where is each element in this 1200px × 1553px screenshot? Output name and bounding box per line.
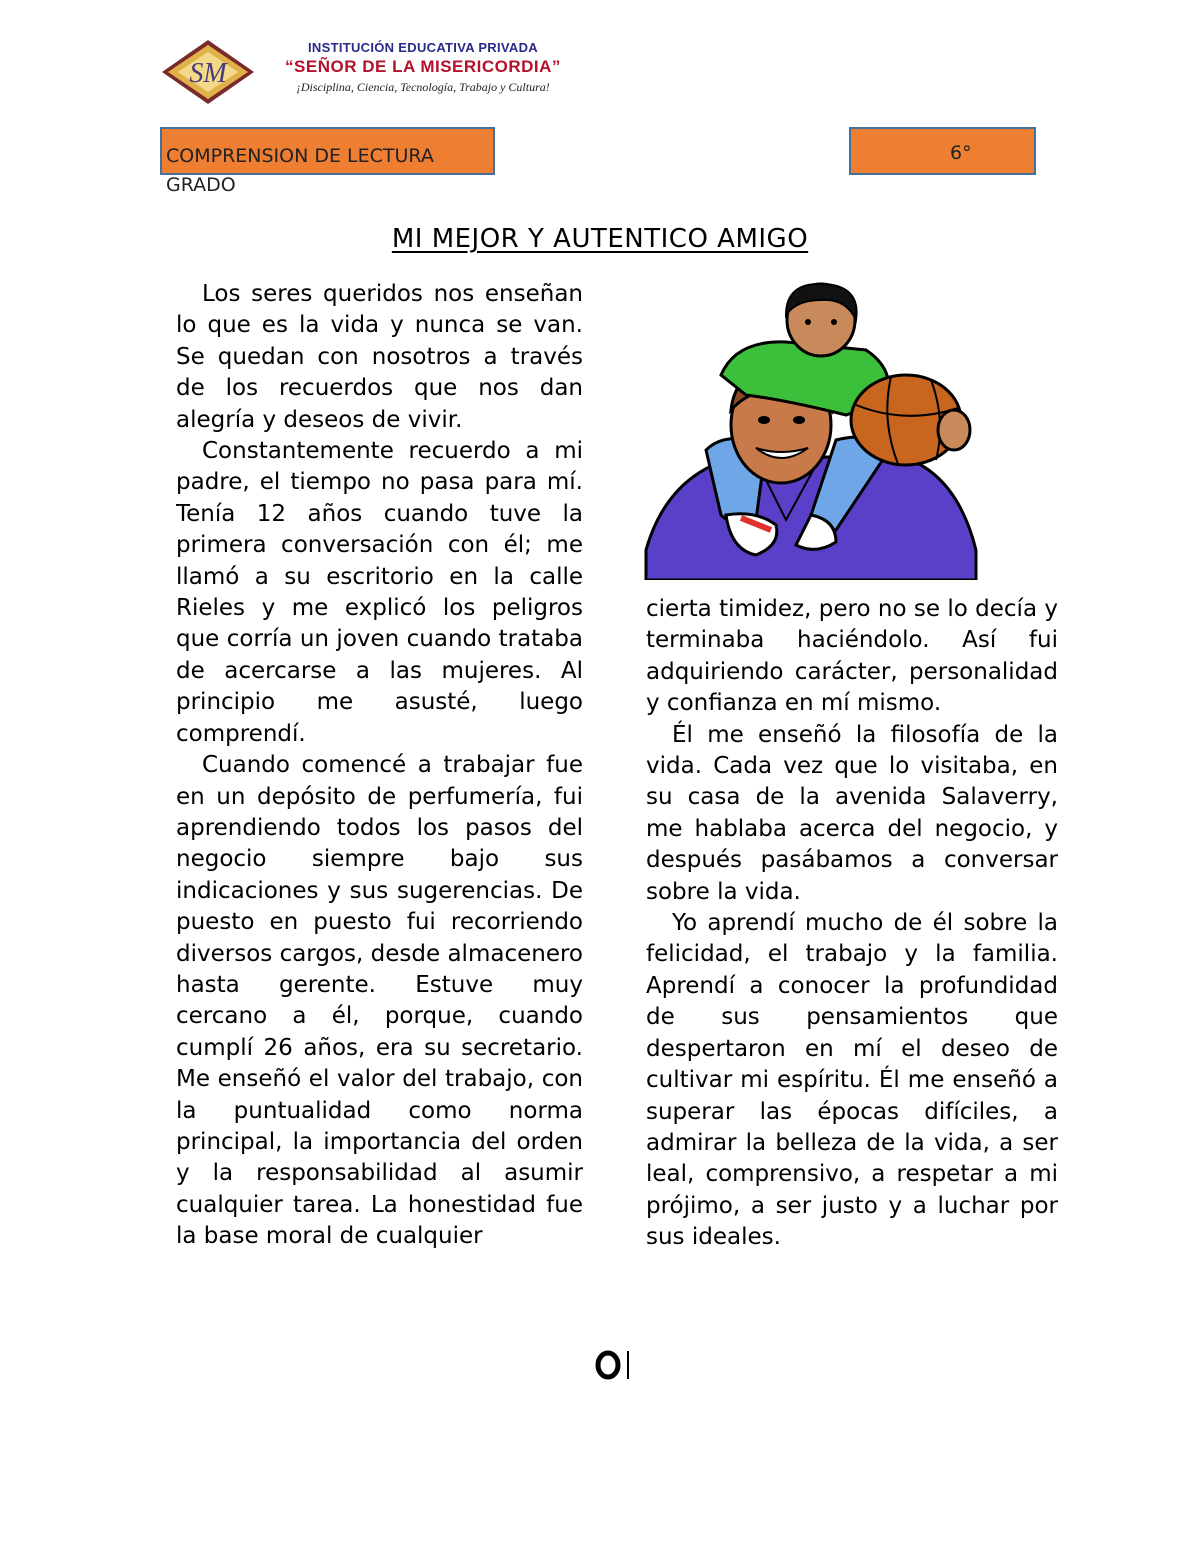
institution-name: “SEÑOR DE LA MISERICORDIA” [285,57,561,76]
page-title: MI MEJOR Y AUTENTICO AMIGO [391,224,809,254]
institution-type: INSTITUCIÓN EDUCATIVA PRIVADA [308,40,538,55]
left-column [176,279,583,1390]
right-column [646,594,1058,1254]
paragraph: Él me enseñó la filosofía de la vida. Cada vez que lo visitaba, en su casa de la avenida Salaverry, me hablaba acerca del negocio, y después pasábamos a conversar sobre la vida. [646,721,1058,905]
ring-glyph-icon [594,1347,634,1383]
svg-text:SM: SM [189,58,227,89]
paragraph: cierta timidez, pero no se lo decía y terminaba haciéndolo. Así fui adquiriendo carácter, personalidad y confianza en mí mismo. [646,596,1058,717]
father-carrying-son-icon [636,280,996,580]
paragraph: Cuando comencé a trabajar fue en un depósito de perfumería, fui aprendiendo todos los pasos del negocio siempre bajo sus indicaciones y sus sugerencias. De puesto en puesto fui recorriendo diversos cargos, desde almacenero hasta gerente. Estuve muy cercano a él, porque, cuando cumplí 26 años, era su secretario. Me enseñó el valor del trabajo, con la puntualidad como norma principal, la importancia del orden y la responsabilidad al asumir cualquier tarea. La honestidad fue la base moral de cualquier [176,752,583,1250]
school-crest-icon [160,38,256,106]
paragraph: Constantemente recuerdo a mi padre, el tiempo no pasa para mí. Tenía 12 años cuando tuve la primera conversación con él; me llamó a su escritorio en la calle Rieles y me explicó los peligros que corría un joven cuando trataba de acercarse a las mujeres. Al principio me asusté, luego comprendí. [176,438,583,747]
subject-label [166,142,434,200]
grade-label: GRADO [166,174,236,196]
grade-value: 6° [950,142,972,164]
paragraph: Los seres queridos nos enseñan lo que es la vida y nunca se van. Se quedan con nosotros a través de los recuerdos que nos dan alegría y deseos de vivir. [176,281,583,433]
subject-text: COMPRENSION DE LECTURA [166,145,434,167]
institution-motto: ¡Disciplina, Ciencia, Tecnología, Trabajo y Cultura! [296,80,550,94]
paragraph: Yo aprendí mucho de él sobre la felicidad, el trabajo y la familia. Aprendí a conocer la profundidad de sus pensamientos que despertaron en mí el deseo de cultivar mi espíritu. Él me enseñó a superar las épocas difíciles, a admirar la belleza de la vida, a ser leal, comprensivo, a respetar a mi prójimo, a ser justo y a luchar por sus ideales. [646,910,1058,1251]
grade-box [849,127,1036,175]
institution-header [258,40,588,95]
